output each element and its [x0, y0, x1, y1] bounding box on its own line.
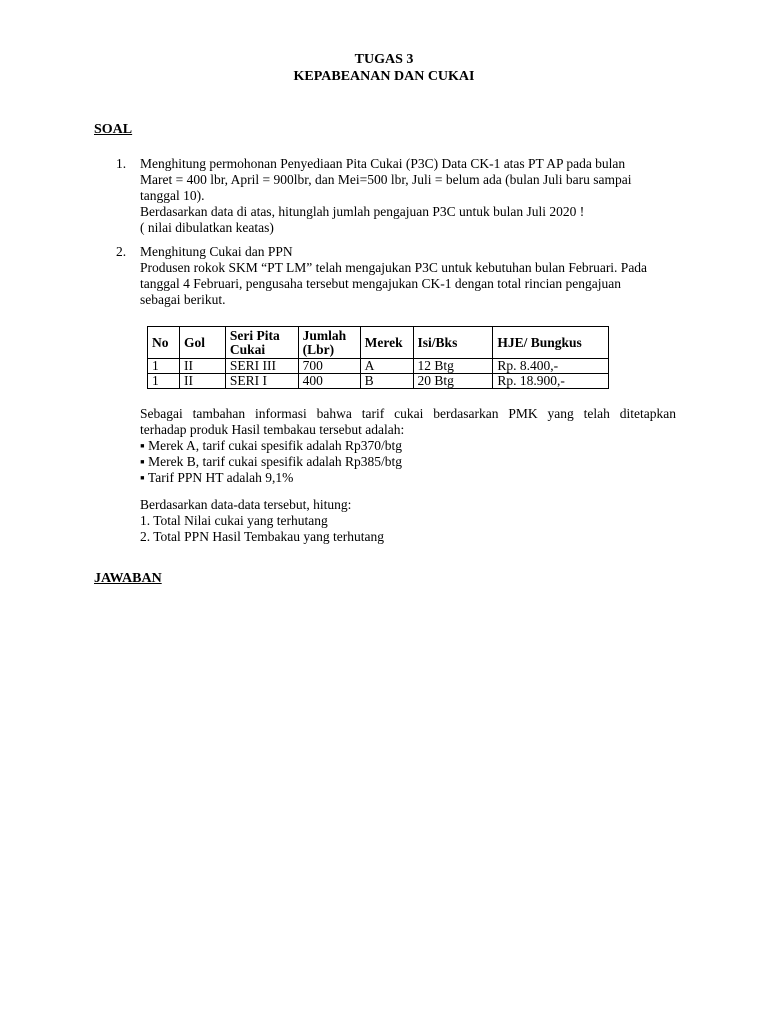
- info-bullet: ▪ Merek A, tarif cukai spesifik adalah Rp370/btg: [140, 438, 402, 453]
- question-2: [116, 244, 676, 308]
- header-seri-pita-cukai: Seri Pita Cukai: [225, 327, 298, 359]
- table-cell: SERI I: [225, 374, 298, 389]
- table-cell: Rp. 18.900,-: [493, 374, 609, 389]
- table-header-row: [148, 327, 609, 359]
- header-hje-bungkus: HJE/ Bungkus: [493, 327, 609, 359]
- question-line: Maret = 400 lbr, April = 900lbr, dan Mei=500 lbr, Juli = belum ada (bulan Juli baru sampai: [140, 172, 632, 187]
- table-cell: II: [179, 374, 225, 389]
- info-bullet: ▪ Merek B, tarif cukai spesifik adalah Rp385/btg: [140, 454, 402, 469]
- table-cell: 20 Btg: [413, 374, 493, 389]
- info-intro-line: Sebagai tambahan informasi bahwa tarif cukai berdasarkan PMK yang telah ditetapkan: [140, 406, 676, 421]
- task-item: 1. Total Nilai cukai yang terhutang: [140, 513, 328, 528]
- question-number: 2.: [116, 244, 127, 259]
- question-line: Berdasarkan data di atas, hitunglah jumlah pengajuan P3C untuk bulan Juli 2020 !: [140, 204, 585, 219]
- question-line: tanggal 10).: [140, 188, 205, 203]
- question-line: ( nilai dibulatkan keatas): [140, 220, 274, 235]
- table-cell: 12 Btg: [413, 359, 493, 374]
- task-intro: Berdasarkan data-data tersebut, hitung:: [140, 497, 352, 512]
- table-cell: 700: [298, 359, 360, 374]
- table-row: [148, 359, 609, 374]
- table-row: [148, 374, 609, 389]
- header-isi-bks: Isi/Bks: [413, 327, 493, 359]
- header-gol: Gol: [179, 327, 225, 359]
- table-cell: A: [360, 359, 413, 374]
- table-cell: 1: [148, 374, 180, 389]
- info-block: [140, 406, 676, 486]
- rincian-table: [147, 326, 609, 389]
- jawaban-heading: JAWABAN: [94, 571, 162, 586]
- info-bullet: ▪ Tarif PPN HT adalah 9,1%: [140, 470, 294, 485]
- question-line: Produsen rokok SKM “PT LM” telah mengajukan P3C untuk kebutuhan bulan Februari. Pada: [140, 260, 648, 275]
- question-line: sebagai berikut.: [140, 292, 226, 307]
- question-line: Menghitung permohonan Penyediaan Pita Cukai (P3C) Data CK-1 atas PT AP pada bulan: [140, 156, 626, 171]
- soal-heading: SOAL: [94, 122, 133, 137]
- table-cell: 400: [298, 374, 360, 389]
- task-item: 2. Total PPN Hasil Tembakau yang terhutang: [140, 529, 384, 544]
- info-intro-line: terhadap produk Hasil tembakau tersebut adalah:: [140, 422, 405, 437]
- document-subtitle: KEPABEANAN DAN CUKAI: [293, 69, 475, 84]
- table-cell: Rp. 8.400,-: [493, 359, 609, 374]
- question-1: [116, 156, 676, 236]
- document-title: TUGAS 3: [354, 52, 414, 67]
- header-no: No: [148, 327, 180, 359]
- table-cell: 1: [148, 359, 180, 374]
- question-number: 1.: [116, 156, 127, 171]
- header-jumlah: Jumlah (Lbr): [298, 327, 360, 359]
- table-cell: II: [179, 359, 225, 374]
- question-line: tanggal 4 Februari, pengusaha tersebut mengajukan CK-1 dengan total rincian pengajuan: [140, 276, 621, 291]
- table-cell: B: [360, 374, 413, 389]
- task-block: [140, 497, 676, 545]
- header-merek: Merek: [360, 327, 413, 359]
- question-line: Menghitung Cukai dan PPN: [140, 244, 293, 259]
- table-cell: SERI III: [225, 359, 298, 374]
